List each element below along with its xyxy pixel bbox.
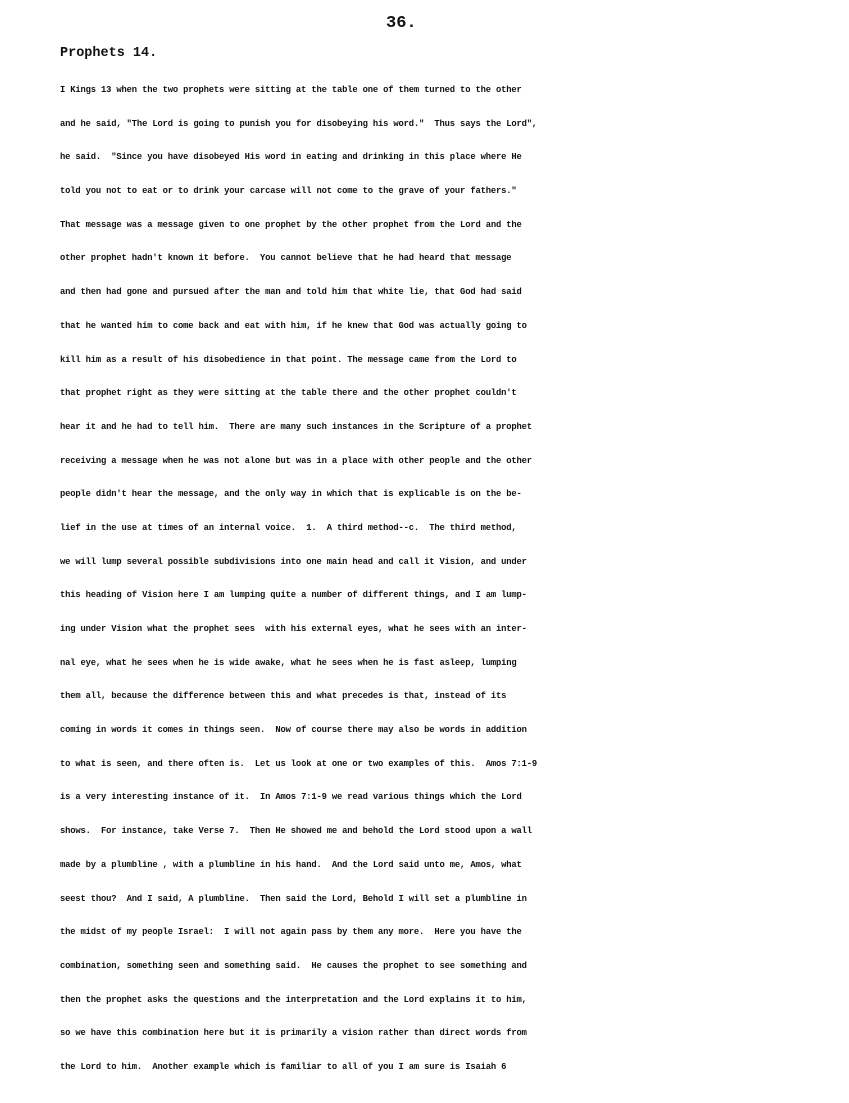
text-line: coming in words it comes in things seen. Now of course there may also be words in addition — [60, 725, 527, 736]
text-line: made by a plumbline , with a plumbline in his hand. And the Lord said unto me, Amos, what — [60, 859, 522, 870]
text-line: the Lord to him. Another example which is familiar to all of you I am sure is Isaiah 6 — [60, 1061, 507, 1072]
text-line: That message was a message given to one prophet by the other prophet from the Lord and the — [60, 219, 522, 230]
text-line: them all, because the difference between this and what precedes is that, instead of its — [60, 691, 507, 702]
text-line: nal eye, what he sees when he is wide awake, what he sees when he is fast asleep, lumping — [60, 657, 517, 668]
text-line: hear it and he had to tell him. There are many such instances in the Scripture of a prophet — [60, 421, 532, 432]
text-line: ing under Vision what the prophet sees with his external eyes, what he sees with an inter- — [60, 624, 527, 634]
text-line: receiving a message when he was not alone but was in a place with other people and the other — [60, 455, 532, 466]
text-line: I Kings 13 when the two prophets were sitting at the table one of them turned to the other — [60, 85, 522, 95]
text-line: this heading of Vision here I am lumping quite a number of different things, and I am lump- — [60, 590, 527, 601]
page-number: 36. — [386, 14, 417, 33]
text-line: combination, something seen and something said. He causes the prophet to see something and — [60, 960, 527, 971]
text-line: seest thou? And I said, A plumbline. Then said the Lord, Behold I will set a plumbline in — [60, 893, 527, 904]
text-line: other prophet hadn't known it before. You cannot believe that he had heard that message — [60, 253, 512, 264]
text-line: lief in the use at times of an internal voice. 1. A third method--c. The third method, — [60, 522, 517, 533]
text-line: that he wanted him to come back and eat with him, if he knew that God was actually going to — [60, 320, 527, 331]
text-line: shows. For instance, take Verse 7. Then He showed me and behold the Lord stood upon a wall — [60, 826, 532, 837]
text-line: kill him as a result of his disobedience in that point. The message came from the Lord to — [60, 354, 517, 365]
text-line: that prophet right as they were sitting at the table there and the other prophet couldn't — [60, 388, 517, 399]
text-line: the midst of my people Israel: I will not again pass by them any more. Here you have the — [60, 927, 522, 938]
text-line: people didn't hear the message, and the only way in which that is explicable is on the be- — [60, 489, 522, 500]
text-line: to what is seen, and there often is. Let us look at one or two examples of this. Amos 7:1-9 — [60, 758, 537, 769]
text-line: he said. "Since you have disobeyed His word in eating and drinking in this place where He — [60, 152, 522, 163]
text-line: then the prophet asks the questions and the interpretation and the Lord explains it to him, — [60, 994, 527, 1005]
text-line: and then had gone and pursued after the man and told him that white lie, that God had said — [60, 287, 522, 298]
section-heading: Prophets 14. — [60, 46, 158, 61]
body-text — [60, 79, 845, 1090]
text-line: told you not to eat or to drink your carcase will not come to the grave of your fathers." — [60, 186, 517, 197]
text-line: we will lump several possible subdivisions into one main head and call it Vision, and under — [60, 556, 527, 567]
text-line: so we have this combination here but it is primarily a vision rather than direct words from — [60, 1028, 527, 1039]
text-line: and he said, "The Lord is going to punish you for disobeying his word." Thus says the Lord", — [60, 118, 537, 129]
text-line: is a very interesting instance of it. In Amos 7:1-9 we read various things which the Lord — [60, 792, 522, 803]
